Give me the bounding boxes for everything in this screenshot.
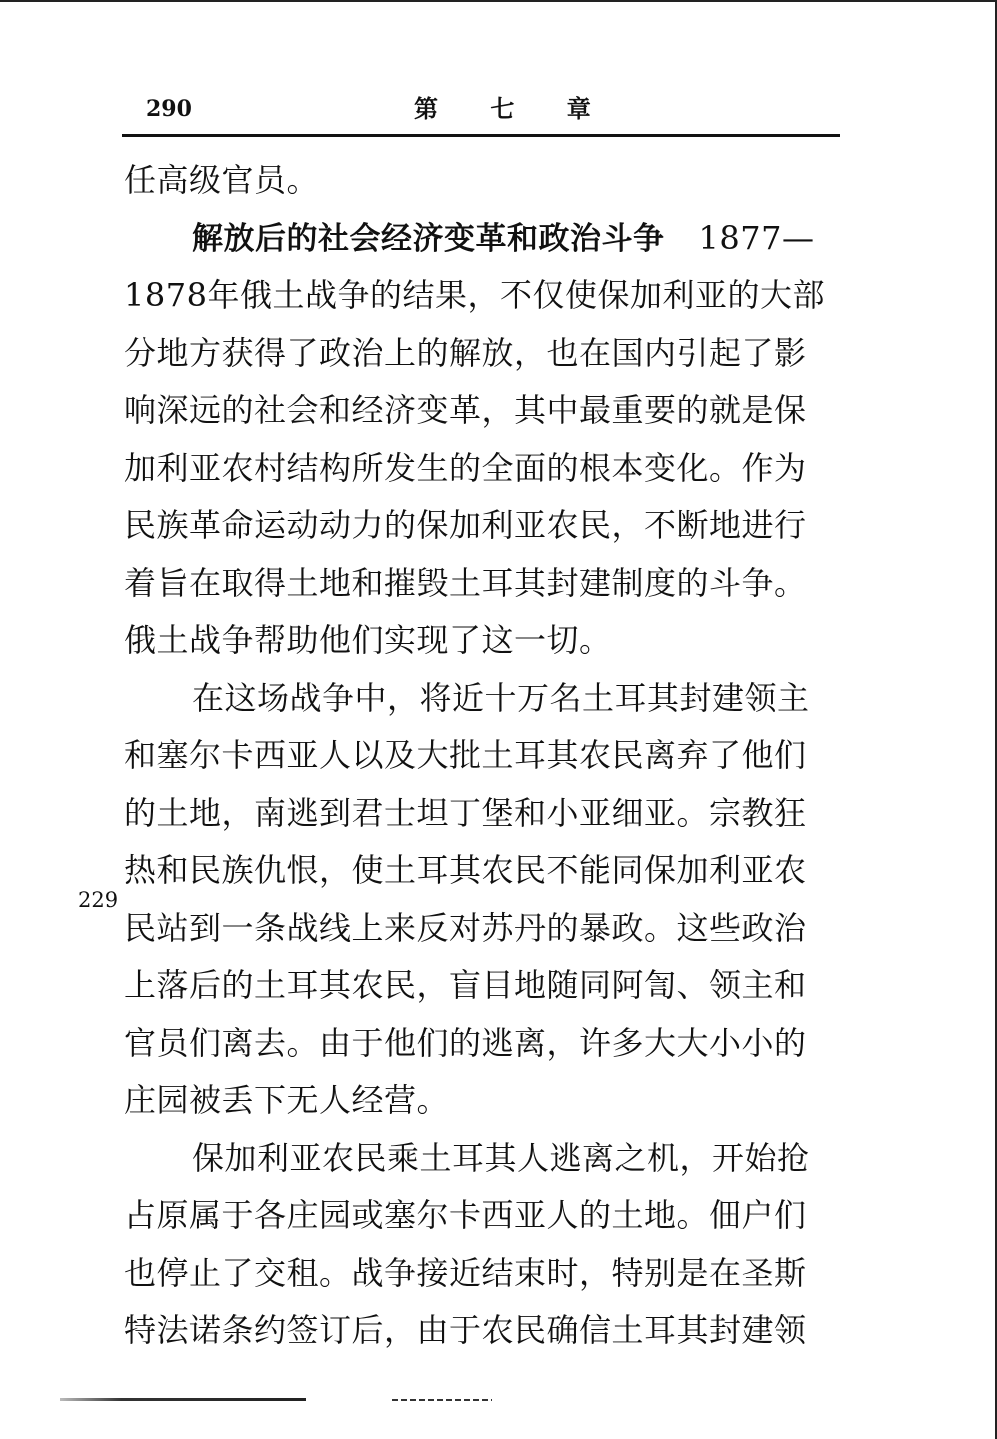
section-heading-tail: 1877— bbox=[698, 218, 815, 257]
section-heading-line bbox=[124, 210, 842, 268]
text-line: 占原属于各庄园或塞尔卡西亚人的土地。佃户们 bbox=[124, 1196, 807, 1234]
text-line: 1878年俄土战争的结果，不仅使保加利亚的大部 bbox=[124, 276, 825, 314]
header-rule bbox=[122, 134, 840, 137]
text-line: 分地方获得了政治上的解放，也在国内引起了影 bbox=[124, 333, 807, 372]
text-line: 响深远的社会和经济变革，其中最重要的就是保 bbox=[124, 391, 807, 429]
text-line: 着旨在取得土地和摧毁土耳其封建制度的斗争。 bbox=[124, 563, 807, 602]
body-text bbox=[124, 152, 842, 1360]
footer-rule-left bbox=[60, 1398, 306, 1401]
text-line: 民族革命运动动力的保加利亚农民，不断地进行 bbox=[124, 506, 807, 544]
text-line: 也停止了交租。战争接近结束时，特别是在圣斯 bbox=[124, 1253, 807, 1292]
text-line: 民站到一条战线上来反对苏丹的暴政。这些政治 bbox=[124, 908, 807, 947]
running-header bbox=[122, 92, 840, 132]
text-line: 特法诺条约签订后，由于农民确信土耳其封建领 bbox=[124, 1311, 807, 1349]
page-number: 290 bbox=[146, 96, 192, 122]
text-line: 庄园被丢下无人经营。 bbox=[124, 1081, 450, 1119]
text-line: 俄土战争帮助他们实现了这一切。 bbox=[124, 621, 612, 659]
paragraph-start-line: 保加利亚农民乘土耳其人逃离之机，开始抢 bbox=[192, 1138, 810, 1177]
text-line: 的土地，南逃到君士坦丁堡和小亚细亚。宗教狂 bbox=[124, 793, 807, 832]
text-line: 热和民族仇恨，使土耳其农民不能同保加利亚农 bbox=[124, 851, 807, 889]
section-heading: 解放后的社会经济变革和政治斗争 bbox=[192, 220, 665, 257]
text-line: 和塞尔卡西亚人以及大批土耳其农民离弃了他们 bbox=[124, 736, 807, 774]
margin-page-reference: 229 bbox=[78, 888, 119, 912]
chapter-title: 第 七 章 bbox=[414, 94, 613, 123]
footer-rule-right bbox=[392, 1399, 492, 1401]
text-line: 官员们离去。由于他们的逃离，许多大大小小的 bbox=[124, 1023, 807, 1062]
text-line: 任高级官员。 bbox=[124, 161, 320, 199]
text-line: 上落后的土耳其农民，盲目地随同阿訇、领主和 bbox=[124, 966, 807, 1004]
paragraph-start-line: 在这场战争中，将近十万名土耳其封建领主 bbox=[192, 678, 810, 717]
scan-border-top bbox=[0, 0, 997, 2]
text-line: 加利亚农村结构所发生的全面的根本变化。作为 bbox=[124, 448, 807, 487]
